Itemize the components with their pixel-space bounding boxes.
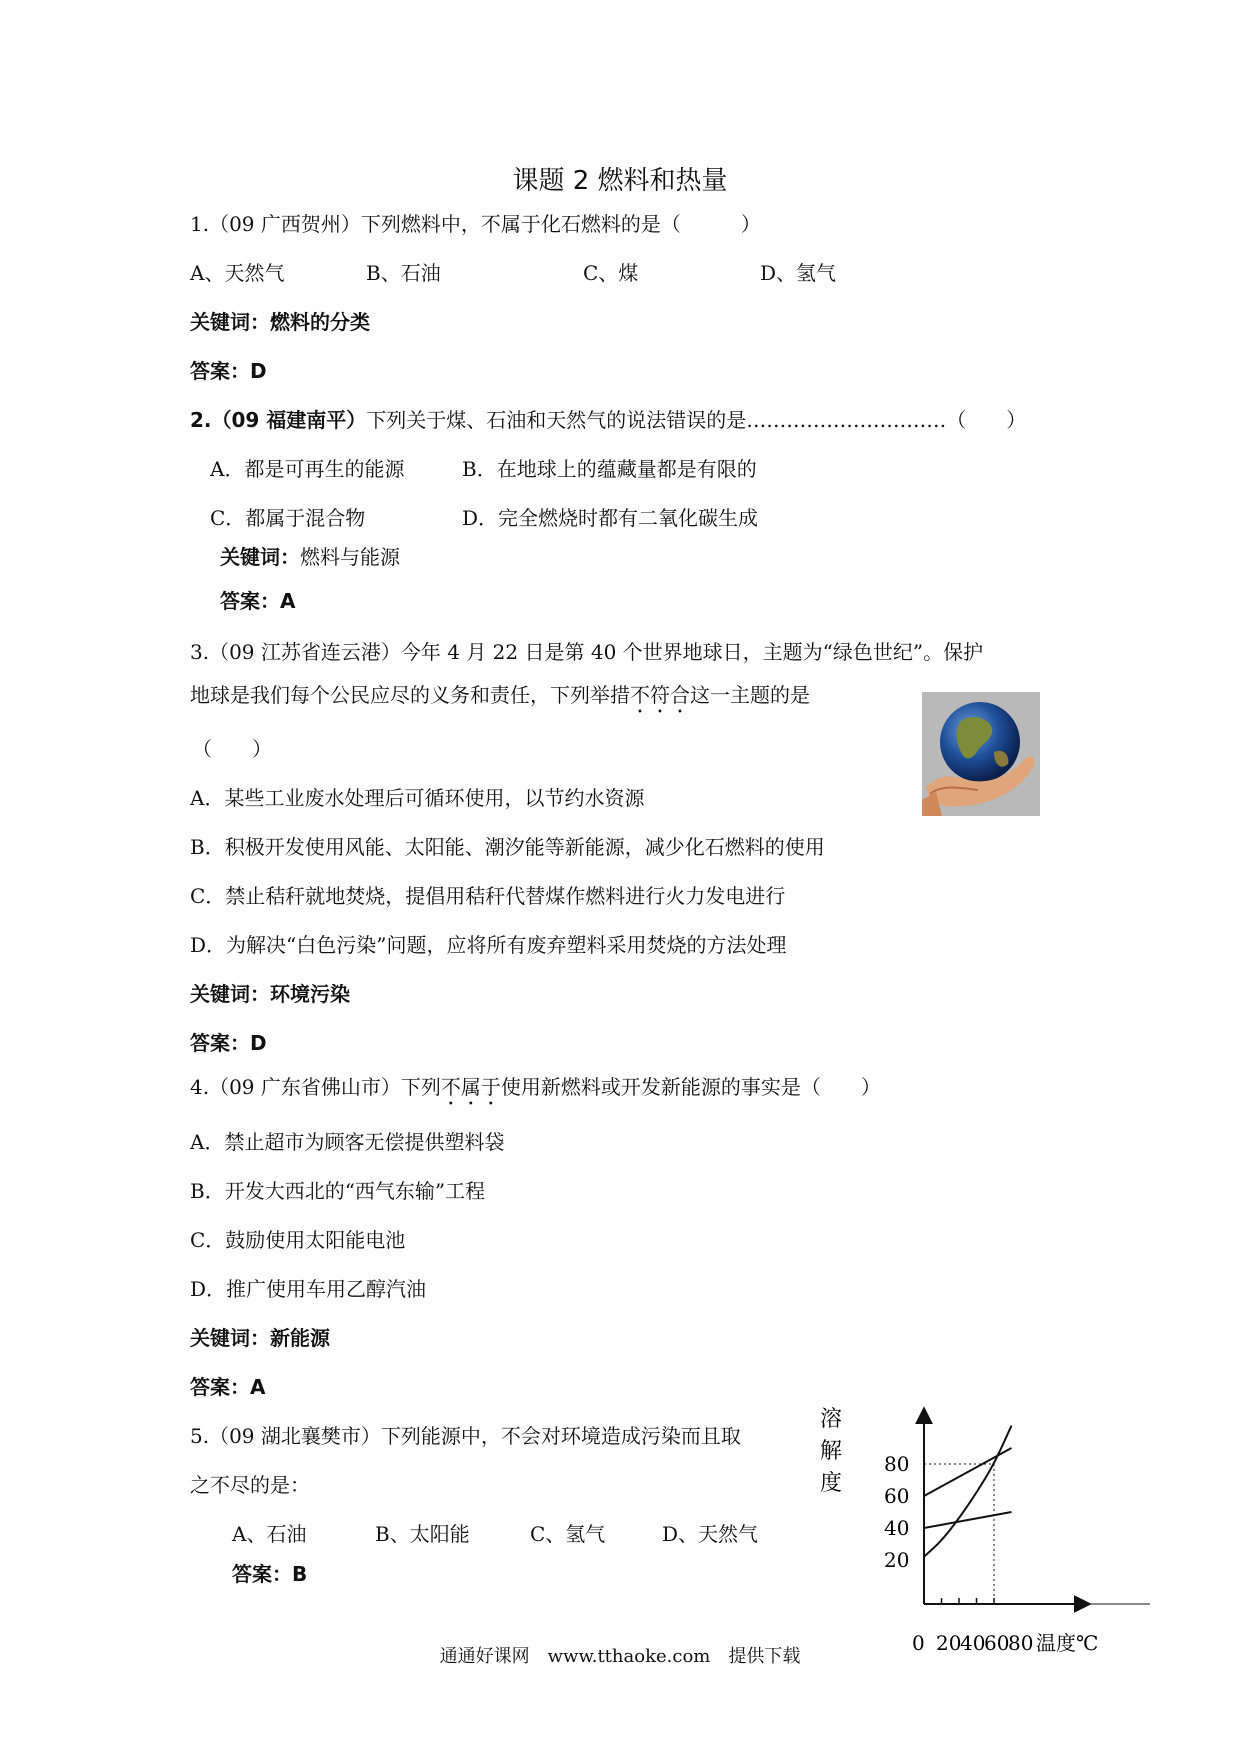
- y-axis-label: [820, 1407, 842, 1496]
- q2-option-c: C．都属于混合物: [210, 506, 366, 530]
- q4-stem: [190, 1075, 881, 1110]
- q1-keyword: 关键词：燃料的分类: [190, 310, 370, 334]
- q5-option-d: D、天然气: [662, 1522, 759, 1546]
- solubility-chart: [820, 1390, 1160, 1660]
- q4-answer: 答案：A: [190, 1375, 266, 1399]
- q2-keyword-label: 关键词：: [220, 545, 300, 569]
- q4-option-a: A．禁止超市为顾客无偿提供塑料袋: [190, 1130, 505, 1154]
- q5-stem-line1: 5.（09 湖北襄樊市）下列能源中，不会对环境造成污染而且取: [190, 1424, 741, 1448]
- y-tick-label: 40: [884, 1516, 910, 1540]
- q2-option-b: B．在地球上的蕴藏量都是有限的: [462, 457, 757, 481]
- q3-stem-line2: [190, 683, 810, 718]
- x-tick-label: 80: [1008, 1631, 1034, 1655]
- q4-option-b: B．开发大西北的“西气东输”工程: [190, 1179, 486, 1203]
- x-axis-label: 温度℃: [1036, 1631, 1099, 1655]
- q1-option-b: B、石油: [366, 261, 441, 285]
- q3-option-a: A．某些工业废水处理后可循环使用，以节约水资源: [190, 786, 645, 810]
- x-tick-label: 20: [936, 1631, 962, 1655]
- q2-source: 2.（09 福建南平）: [190, 408, 367, 432]
- y-axis-label-char: 溶: [820, 1407, 843, 1432]
- y-axis-label-char: 度: [820, 1471, 843, 1496]
- q5-option-c: C、氢气: [530, 1522, 606, 1546]
- q4-option-c: C．鼓励使用太阳能电池: [190, 1228, 406, 1252]
- q5-option-b: B、太阳能: [375, 1522, 470, 1546]
- solubility-curve-2: [924, 1448, 1012, 1496]
- q3-keyword: 关键词：环境污染: [190, 982, 350, 1006]
- q3-stem-line2-post: 这一主题的是: [690, 683, 810, 707]
- q4-emphasis: 不属于: [440, 1075, 501, 1099]
- q1-stem: 1.（09 广西贺州）下列燃料中，不属于化石燃料的是（ ）: [190, 212, 761, 236]
- q3-emphasis: 不符合: [630, 683, 690, 707]
- x-tick-label: 40: [960, 1631, 986, 1655]
- solubility-curve-1: [924, 1426, 1012, 1557]
- q2-answer: 答案：A: [220, 589, 296, 613]
- y-tick-label: 20: [884, 1548, 910, 1572]
- q3-option-b: B．积极开发使用风能、太阳能、潮汐能等新能源，减少化石燃料的使用: [190, 835, 825, 859]
- q4-stem-pre: 4.（09 广东省佛山市）下列: [190, 1075, 441, 1099]
- q3-paren: （ ）: [192, 737, 272, 761]
- page-footer: 通通好课网 www.tthaoke.com 提供下载: [439, 1646, 801, 1667]
- q2-keyword: [220, 545, 400, 569]
- q3-stem-line1: 3.（09 江苏省连云港）今年 4 月 22 日是第 40 个世界地球日，主题为“绿色世纪”。保护: [190, 640, 984, 664]
- q2-option-a: A．都是可再生的能源: [210, 457, 405, 481]
- globe-in-hand-image: [922, 692, 1040, 816]
- page-title: 课题 2 燃料和热量: [512, 166, 728, 196]
- y-tick-label: 60: [884, 1484, 910, 1508]
- q3-option-d: D．为解决“白色污染”问题，应将所有废弃塑料采用焚烧的方法处理: [190, 933, 787, 957]
- q3-stem-line2-pre: 地球是我们每个公民应尽的义务和责任，下列举措: [190, 683, 630, 707]
- y-tick-label: 80: [884, 1452, 910, 1476]
- q5-answer: 答案：B: [232, 1562, 308, 1586]
- q4-keyword: 关键词：新能源: [190, 1326, 330, 1350]
- q1-answer: 答案：D: [190, 359, 267, 383]
- q2-keyword-value: 燃料与能源: [300, 545, 400, 569]
- q3-answer: 答案：D: [190, 1031, 267, 1055]
- x-tick-label: 60: [984, 1631, 1010, 1655]
- q1-option-c: C、煤: [583, 261, 639, 285]
- q2-stem-text: 下列关于煤、石油和天然气的说法错误的是…………………………（ ）: [366, 408, 1027, 432]
- x-tick-label: 0: [912, 1631, 925, 1655]
- solubility-curve-3: [924, 1512, 1012, 1528]
- q1-option-d: D、氢气: [760, 261, 837, 285]
- y-axis-label-char: 解: [820, 1439, 843, 1464]
- q4-stem-post: 使用新燃料或开发新能源的事实是（ ）: [500, 1075, 881, 1099]
- q4-option-d: D．推广使用车用乙醇汽油: [190, 1277, 427, 1301]
- q1-option-a: A、天然气: [190, 261, 285, 285]
- q2-stem: [190, 408, 1026, 432]
- q2-option-d: D．完全燃烧时都有二氧化碳生成: [462, 506, 759, 530]
- q5-option-a: A、石油: [232, 1522, 307, 1546]
- q3-option-c: C．禁止秸秆就地焚烧，提倡用秸秆代替煤作燃料进行火力发电进行: [190, 884, 786, 908]
- q5-stem-line2: 之不尽的是：: [190, 1473, 310, 1497]
